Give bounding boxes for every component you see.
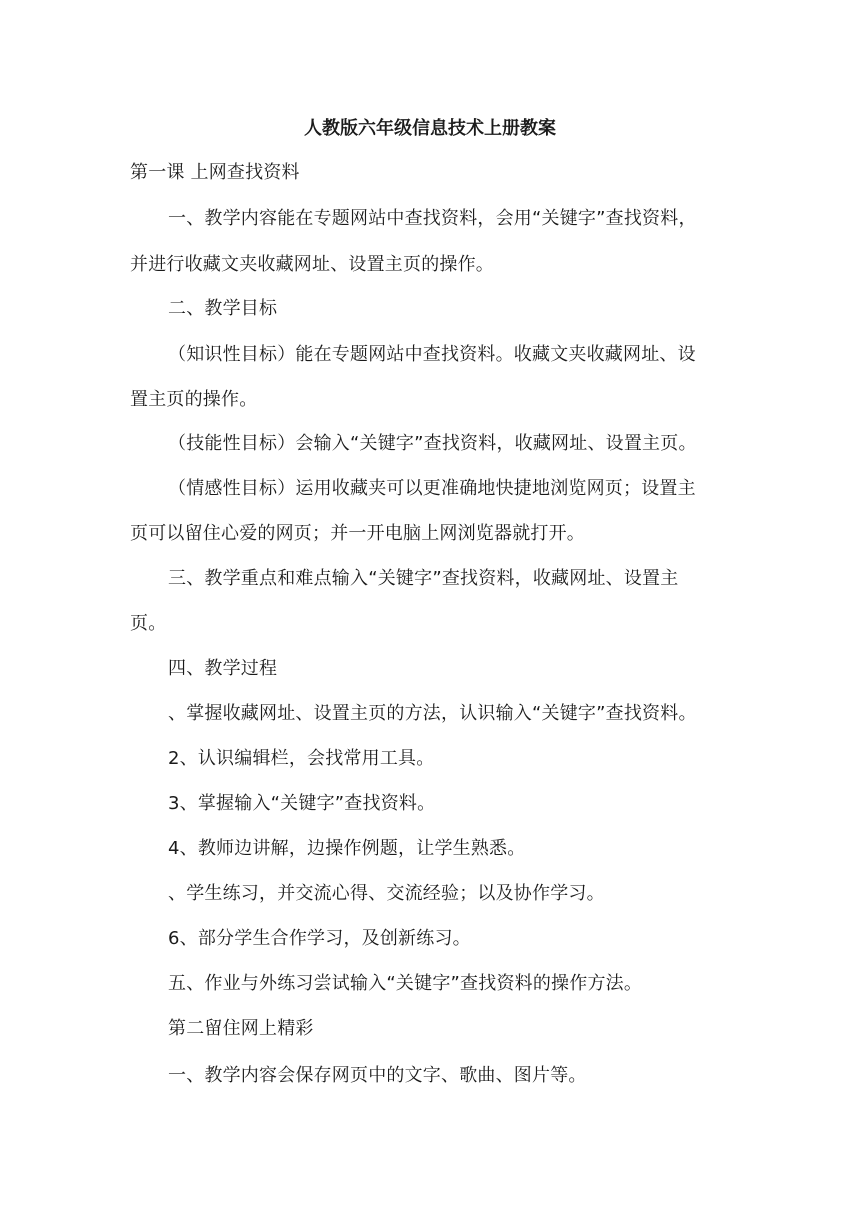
section-heading: 二、教学目标: [168, 298, 278, 319]
paragraph-line: 三、教学重点和难点输入“关键字”查找资料，收藏网址、设置主: [168, 568, 679, 589]
section-heading: 四、教学过程: [168, 658, 278, 679]
paragraph-line: 页。: [130, 613, 167, 634]
paragraph-line: 五、作业与外练习尝试输入“关键字”查找资料的操作方法。: [168, 973, 643, 994]
list-item: 6、部分学生合作学习，及创新练习。: [168, 928, 471, 949]
list-item: 、掌握收藏网址、设置主页的方法，认识输入“关键字”查找资料。: [168, 703, 697, 724]
paragraph-line: 一、教学内容会保存网页中的文字、歌曲、图片等。: [168, 1065, 587, 1086]
list-item: 2、认识编辑栏，会找常用工具。: [168, 748, 435, 769]
document-title: 人教版六年级信息技术上册教案: [304, 118, 556, 139]
paragraph-line: 置主页的操作。: [130, 389, 258, 410]
lesson-heading: 第二留住网上精彩: [168, 1018, 314, 1039]
paragraph-line: （情感性目标）运用收藏夹可以更准确地快捷地浏览网页；设置主: [168, 478, 696, 499]
list-item: 4、教师边讲解，边操作例题，让学生熟悉。: [168, 838, 526, 859]
lesson-heading: 第一课 上网查找资料: [130, 162, 300, 183]
paragraph-line: 并进行收藏文夹收藏网址、设置主页的操作。: [130, 254, 494, 275]
list-item: 3、掌握输入“关键字”查找资料。: [168, 793, 436, 814]
paragraph-line: （技能性目标）会输入“关键字”查找资料，收藏网址、设置主页。: [168, 433, 697, 454]
paragraph-line: （知识性目标）能在专题网站中查找资料。收藏文夹收藏网址、设: [168, 344, 696, 365]
paragraph-line: 页可以留住心爱的网页；并一开电脑上网浏览器就打开。: [130, 523, 585, 544]
list-item: 、学生练习，并交流心得、交流经验；以及协作学习。: [168, 883, 605, 904]
paragraph-line: 一、教学内容能在专题网站中查找资料，会用“关键字”查找资料，: [168, 208, 697, 229]
